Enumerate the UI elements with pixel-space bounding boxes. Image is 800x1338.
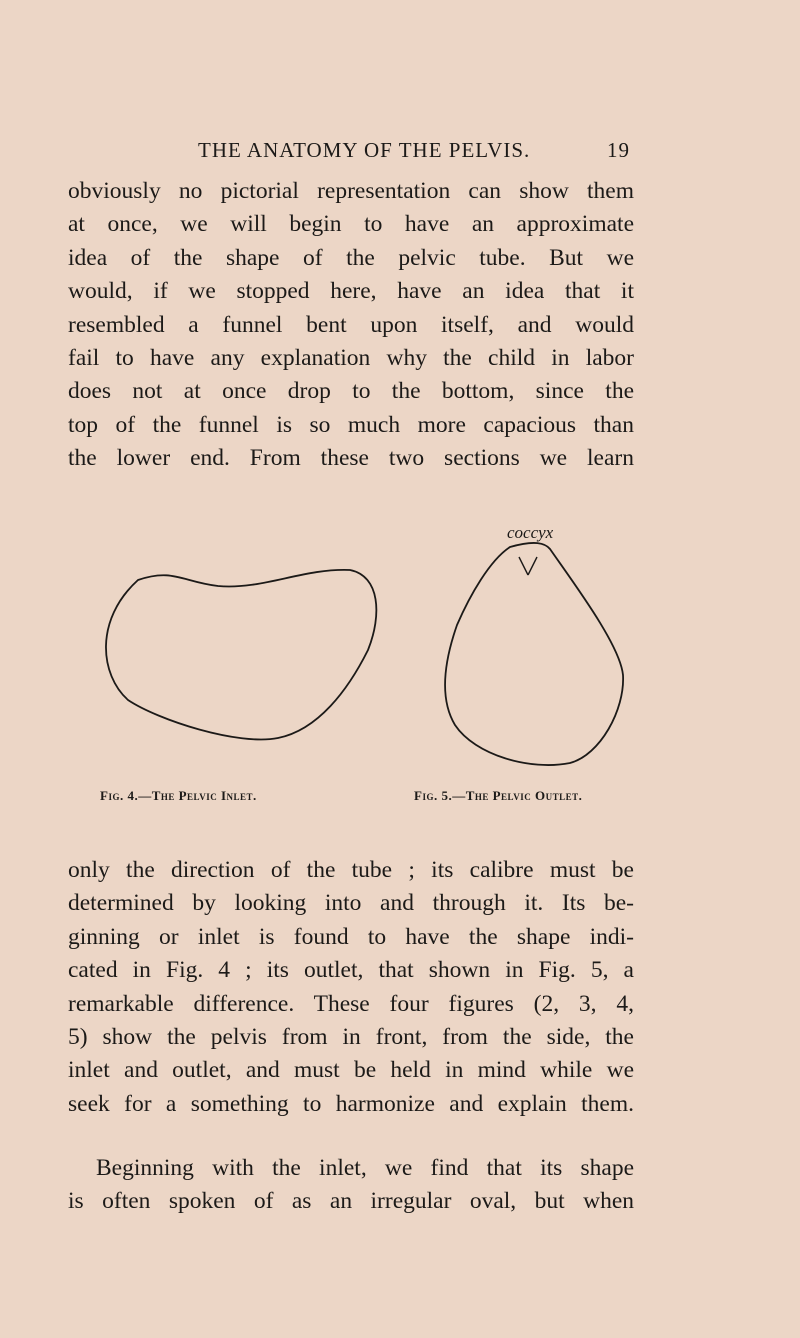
text-line: only the direction of the tube ; its calibre must be <box>68 857 634 883</box>
text-line: remarkable difference. These four figures (2, 3, 4, <box>68 990 634 1017</box>
text-line: resembled a funnel bent upon itself, and would <box>68 311 634 338</box>
text-line: fail to have any explanation why the child in labor <box>68 345 634 372</box>
coccyx-label: coccyx <box>507 523 554 542</box>
pelvic-inlet-figure <box>88 560 388 760</box>
text-line: does not at once drop to the bottom, since the <box>68 378 634 405</box>
text-line: idea of the shape of the pelvic tube. But we <box>68 244 634 271</box>
text-line: 5) show the pelvis from in front, from the side, the <box>68 1024 634 1051</box>
text-line: seek for a something to harmonize and explain them. <box>68 1090 634 1117</box>
pelvic-outlet-figure <box>435 525 645 775</box>
running-title: THE ANATOMY OF THE PELVIS. <box>198 138 531 162</box>
text-line: cated in Fig. 4 ; its outlet, that shown in Fig. 5, a <box>68 957 634 984</box>
text-line: inlet and outlet, and must be held in mind while we <box>68 1057 634 1084</box>
text-line: the lower end. From these two sections we learn <box>68 445 634 472</box>
paragraph-3 <box>68 1152 634 1219</box>
paragraph-2 <box>68 854 634 1121</box>
text-line: obviously no pictorial representation can show them <box>68 178 634 204</box>
text-line: top of the funnel is so much more capacious than <box>68 411 634 438</box>
text-line: determined by looking into and through it. Its be- <box>68 890 634 917</box>
text-line: at once, we will begin to have an approximate <box>68 211 634 238</box>
figure-4-caption: Fig. 4.—The Pelvic Inlet. <box>100 788 257 803</box>
text-line: ginning or inlet is found to have the shape indi- <box>68 923 634 950</box>
text-line: is often spoken of as an irregular oval, but when <box>68 1188 634 1215</box>
text-line: Beginning with the inlet, we find that its shape <box>96 1155 634 1181</box>
page-number: 19 <box>607 138 630 162</box>
text-line: would, if we stopped here, have an idea that it <box>68 278 634 305</box>
figure-5-caption: Fig. 5.—The Pelvic Outlet. <box>414 788 583 803</box>
paragraph-1 <box>68 175 634 476</box>
